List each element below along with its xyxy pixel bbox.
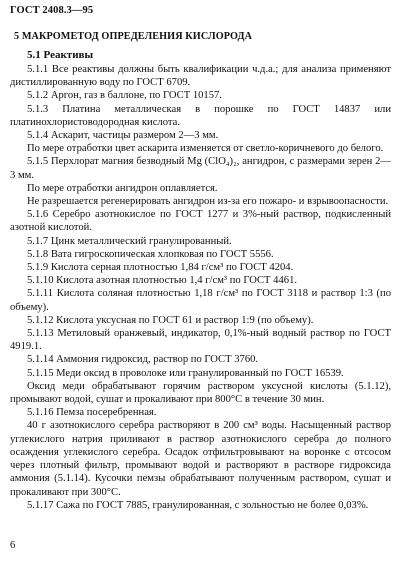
paragraph-5-1-10: 5.1.10 Кислота азотная плотностью 1,4 г/см³ по ГОСТ 4461. xyxy=(27,275,298,287)
paragraph-5-1-2: 5.1.2 Аргон, газ в баллоне, по ГОСТ 10157. xyxy=(27,90,222,102)
paragraph-5-1-6: 5.1.6 Серебро азотнокислое по ГОСТ 1277 и 3%-ный раствор, подкисленный азотной кислотой. xyxy=(10,209,391,234)
document-page xyxy=(10,5,391,512)
section-title: 5 МАКРОМЕТОД ОПРЕДЕЛЕНИЯ КИСЛОРОДА xyxy=(14,31,253,42)
paragraph-5-1-4: 5.1.4 Аскарит, частицы размером 2—3 мм. xyxy=(27,130,219,142)
paragraph-5-1-12: 5.1.12 Кислота уксусная по ГОСТ 61 и раствор 1:9 (по объему). xyxy=(27,314,314,326)
paragraph-5-1-16: 5.1.16 Пемза посеребренная. xyxy=(27,407,157,419)
paragraph-5-1-3: 5.1.3 Платина металлическая в порошке по ГОСТ 14837 или платинохлористоводородная кислота. xyxy=(10,103,391,128)
paragraph-5-1-16-procedure: 40 г азотнокислого серебра растворяют в 200 см³ воды. Насыщенный раствор углекислого натрия приливают в раствор азотнокислого серебра до полного осаждения углекислого серебра. Осадок отфильтровывают на воронке с отсосом через плотный фильтр, промывают водой и растворяют в растворе гидроксида аммония (5.1.14). Кусочки пемзы обрабатывают полученным раствором, сушат и прокаливают при 300°C. xyxy=(10,420,391,498)
subsection-title: 5.1 Реактивы xyxy=(27,49,94,61)
paragraph-5-1-11: 5.1.11 Кислота соляная плотностью 1,18 г/см³ по ГОСТ 3118 и раствор 1:3 (по объему). xyxy=(10,288,391,313)
paragraph-5-1-8: 5.1.8 Вата гигроскопическая хлопковая по ГОСТ 5556. xyxy=(27,248,274,260)
paragraph-5-1-14: 5.1.14 Аммония гидроксид, раствор по ГОСТ 3760. xyxy=(27,354,259,366)
paragraph-5-1-5-warning: Не разрешается регенерировать ангидрон из-за его пожаро- и взрывоопасности. xyxy=(27,196,389,208)
paragraph-5-1-17: 5.1.17 Сажа по ГОСТ 7885, гранулированная, с зольностью не более 0,03%. xyxy=(27,499,369,511)
paragraph-5-1-9: 5.1.9 Кислота серная плотностью 1,84 г/см³ по ГОСТ 4204. xyxy=(27,262,294,274)
paragraph-5-1-15: 5.1.15 Меди оксид в проволоке или гранулированный по ГОСТ 16539. xyxy=(27,367,344,379)
document-header: ГОСТ 2408.3—95 xyxy=(10,5,94,16)
paragraph-5-1-5-note: По мере отработки ангидрон оплавляется. xyxy=(27,182,218,194)
page-number: 6 xyxy=(10,540,16,551)
paragraph-5-1-7: 5.1.7 Цинк металлический гранулированный. xyxy=(27,235,232,247)
paragraph-5-1-1: 5.1.1 Все реактивы должны быть квалификации ч.д.а.; для анализа применяют дистиллированную воду по ГОСТ 6709. xyxy=(10,64,391,89)
paragraph-5-1-4-note: По мере отработки цвет аскарита изменяется от светло-коричневого до белого. xyxy=(27,143,384,155)
paragraph-5-1-15-note: Оксид меди обрабатывают горячим раствором уксусной кислоты (5.1.12), промывают водой, сушат и прокаливают при 800°C в течение 30 мин. xyxy=(10,380,391,406)
paragraph-5-1-5: 5.1.5 Перхлорат магния безводный Mg (ClO₄)₂, ангидрон, с размерами зерен 2—3 мм. xyxy=(10,156,391,181)
paragraph-5-1-13: 5.1.13 Метиловый оранжевый, индикатор, 0,1%-ный водный раствор по ГОСТ 4919.1. xyxy=(10,328,391,353)
